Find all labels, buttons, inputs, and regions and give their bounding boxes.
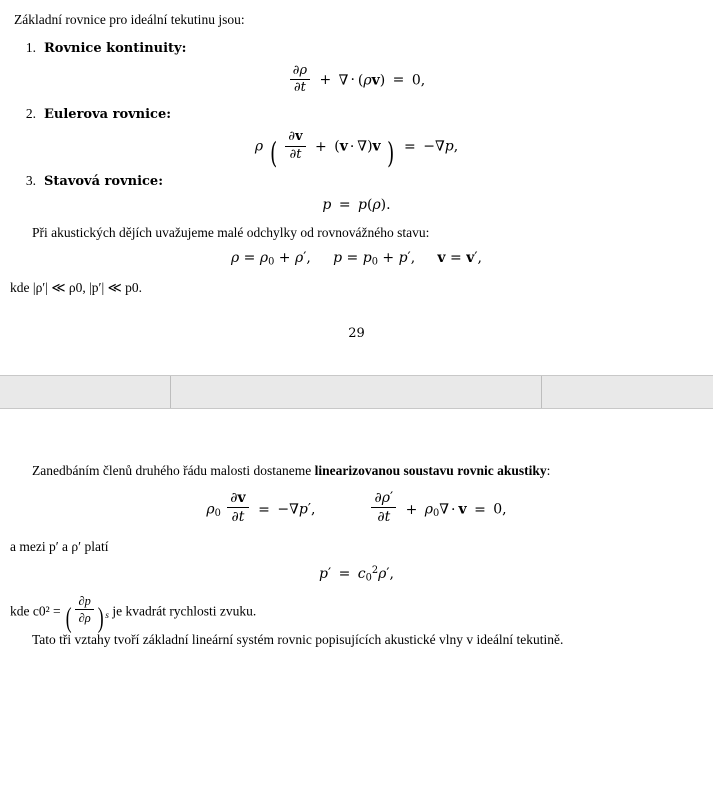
equation-state: p = p(ρ). — [322, 196, 391, 213]
list-item — [10, 106, 703, 171]
divider-line-bottom — [0, 408, 713, 409]
smallness-text: kde |ρ′| ≪ ρ0, |p′| ≪ p0. — [10, 280, 142, 296]
linearization-colon: : — [546, 462, 551, 478]
list-item — [10, 40, 703, 97]
page-break-divider — [0, 375, 713, 415]
equation-list — [10, 40, 703, 213]
list-item — [10, 173, 703, 213]
intro-paragraph: Základní rovnice pro ideální tekutinu jsou: — [14, 12, 245, 27]
partial-derivative: $\frac{\partial p}{\partial\rho}$ — [75, 594, 93, 626]
paren-close: ) — [97, 602, 104, 634]
equation-linear-momentum: $\rho_0$ $\frac{\partial v}{\partial t}$ = −∇p′, — [206, 490, 316, 526]
linearization-bold: linearizovanou soustavu rovnic akustiky — [314, 462, 547, 478]
item-heading — [10, 40, 703, 56]
divider-band — [0, 376, 713, 408]
equation-perturbation: $\rho = \rho_0 + \rho'$, $p = p_0 + p'$, v = v′, — [231, 250, 482, 269]
equation-pressure-density-relation: $p' = c_0^2\rho'$, — [319, 564, 394, 584]
relation-lead: a mezi p′ a ρ′ platí — [10, 539, 109, 555]
item-title: Eulerova rovnice: — [44, 107, 172, 123]
item-number: 1. — [25, 39, 36, 55]
linearization-paragraph — [10, 461, 703, 481]
sound-speed-pre: kde c0² = — [10, 603, 65, 618]
sound-speed-post: je kvadrát rychlosti zvuku. — [108, 603, 257, 618]
paren-open: ( — [65, 602, 72, 634]
item-title: Stavová rovnice: — [44, 173, 163, 189]
equation-euler: ρ ( $\frac{\partial v}{\partial t}$ + (v · ∇)v ) = −∇p, — [254, 129, 459, 171]
divider-tick — [170, 376, 171, 408]
item-number: 2. — [25, 106, 36, 122]
linearization-lead: Zanedbáním členů druhého řádu malosti dostaneme — [32, 462, 315, 478]
item-title: Rovnice kontinuity: — [44, 40, 187, 56]
equation-linear-pair — [10, 490, 703, 525]
page-number: 29 — [348, 325, 365, 341]
sound-speed-paragraph — [10, 593, 703, 634]
top-section — [0, 10, 713, 341]
divider-tick — [541, 376, 542, 408]
smallness-condition — [10, 278, 703, 298]
bottom-section — [0, 461, 713, 650]
equation-linear-continuity: $\frac{\partial\rho'}{\partial t}$ + $\rho_0\nabla \cdot v = 0$, — [369, 490, 506, 525]
acoustics-intro-paragraph: Při akustických dějích uvažujeme malé odchylky od rovnovážného stavu: — [32, 224, 430, 240]
item-heading — [10, 173, 703, 189]
item-number: 3. — [25, 172, 36, 188]
closing-paragraph: Tato tři vztahy tvoří základní lineární systém rovnic popisujících akustické vlny v ideální tekutině. — [32, 632, 564, 648]
equation-continuity: $\frac{\partial\rho}{\partial t}$ + ∇ · (ρv) = 0, — [10, 64, 703, 97]
item-heading — [10, 106, 703, 122]
entropy-subscript: s — [105, 610, 109, 621]
